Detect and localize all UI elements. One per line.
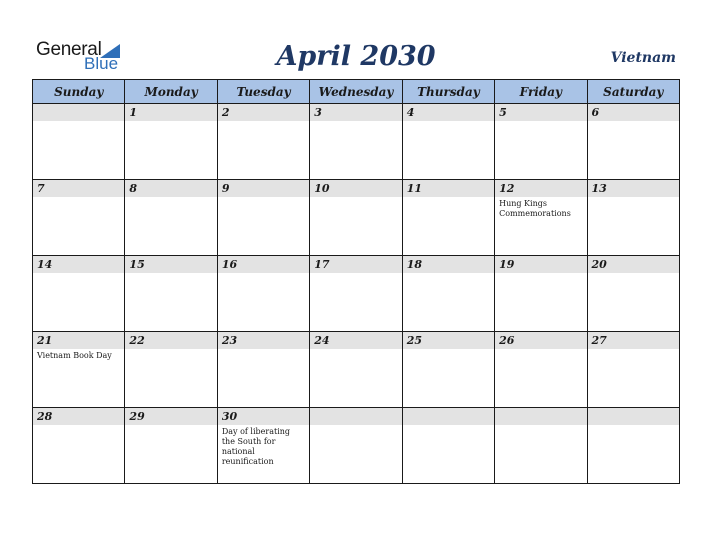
day-cell — [402, 256, 494, 332]
day-cell — [33, 332, 125, 408]
day-cell — [125, 180, 217, 256]
day-number: 3 — [310, 104, 401, 121]
day-cell — [125, 256, 217, 332]
week-row — [33, 180, 680, 256]
day-cell — [587, 408, 679, 484]
day-cell — [33, 256, 125, 332]
day-cell — [495, 256, 587, 332]
day-cell — [310, 104, 402, 180]
day-number: 20 — [588, 256, 679, 273]
day-number: 6 — [588, 104, 679, 121]
day-cell — [402, 408, 494, 484]
day-number: 5 — [495, 104, 586, 121]
day-cell — [310, 408, 402, 484]
day-number: 21 — [33, 332, 124, 349]
day-number: 18 — [403, 256, 494, 273]
day-cell — [217, 408, 309, 484]
day-number: 14 — [33, 256, 124, 273]
day-cell — [587, 256, 679, 332]
day-number: 26 — [495, 332, 586, 349]
day-number — [588, 408, 679, 425]
day-number: 4 — [403, 104, 494, 121]
day-cell — [217, 256, 309, 332]
day-number: 22 — [125, 332, 216, 349]
day-number: 24 — [310, 332, 401, 349]
day-number: 11 — [403, 180, 494, 197]
day-number: 25 — [403, 332, 494, 349]
day-cell — [587, 180, 679, 256]
weekday-header: Wednesday — [310, 80, 402, 104]
day-number: 19 — [495, 256, 586, 273]
day-number — [403, 408, 494, 425]
day-cell — [587, 104, 679, 180]
day-number: 23 — [218, 332, 309, 349]
weekday-header: Monday — [125, 80, 217, 104]
day-cell — [125, 332, 217, 408]
day-cell — [310, 180, 402, 256]
country-label: Vietnam — [610, 50, 676, 66]
holiday-label: Hung Kings Commemorations — [499, 199, 571, 218]
weekday-header: Thursday — [402, 80, 494, 104]
day-cell — [33, 180, 125, 256]
day-cell — [310, 256, 402, 332]
logo-general-text: General — [36, 39, 102, 60]
day-number: 16 — [218, 256, 309, 273]
day-cell — [217, 104, 309, 180]
calendar-title: April 2030 — [276, 41, 436, 72]
day-number: 15 — [125, 256, 216, 273]
day-cell — [495, 332, 587, 408]
day-cell — [495, 408, 587, 484]
weekday-header: Sunday — [33, 80, 125, 104]
day-number: 30 — [218, 408, 309, 425]
calendar-grid — [32, 79, 680, 484]
day-cell — [217, 180, 309, 256]
day-cell — [587, 332, 679, 408]
day-cell — [402, 180, 494, 256]
day-number: 12 — [495, 180, 586, 197]
week-row — [33, 408, 680, 484]
day-number: 7 — [33, 180, 124, 197]
day-cell — [495, 104, 587, 180]
day-number: 1 — [125, 104, 216, 121]
day-number — [310, 408, 401, 425]
day-cell — [310, 332, 402, 408]
week-row — [33, 256, 680, 332]
day-number: 9 — [218, 180, 309, 197]
weekday-header-row — [33, 80, 680, 104]
day-cell — [125, 408, 217, 484]
weekday-header: Friday — [495, 80, 587, 104]
week-row — [33, 104, 680, 180]
day-cell — [33, 408, 125, 484]
day-cell — [402, 104, 494, 180]
week-row — [33, 332, 680, 408]
day-cell — [125, 104, 217, 180]
weekday-header: Tuesday — [217, 80, 309, 104]
day-number: 27 — [588, 332, 679, 349]
day-cell — [33, 104, 125, 180]
day-number: 2 — [218, 104, 309, 121]
day-cell — [495, 180, 587, 256]
day-number: 28 — [33, 408, 124, 425]
day-number: 29 — [125, 408, 216, 425]
day-number — [495, 408, 586, 425]
logo-blue-text: Blue — [84, 54, 119, 73]
holiday-label: Day of liberating the South for national reunification — [221, 427, 291, 466]
day-cell — [402, 332, 494, 408]
day-number: 13 — [588, 180, 679, 197]
weekday-header: Saturday — [587, 80, 679, 104]
day-number: 8 — [125, 180, 216, 197]
holiday-label: Vietnam Book Day — [37, 351, 112, 360]
day-cell — [217, 332, 309, 408]
day-number: 10 — [310, 180, 401, 197]
day-number: 17 — [310, 256, 401, 273]
day-number — [33, 104, 124, 121]
